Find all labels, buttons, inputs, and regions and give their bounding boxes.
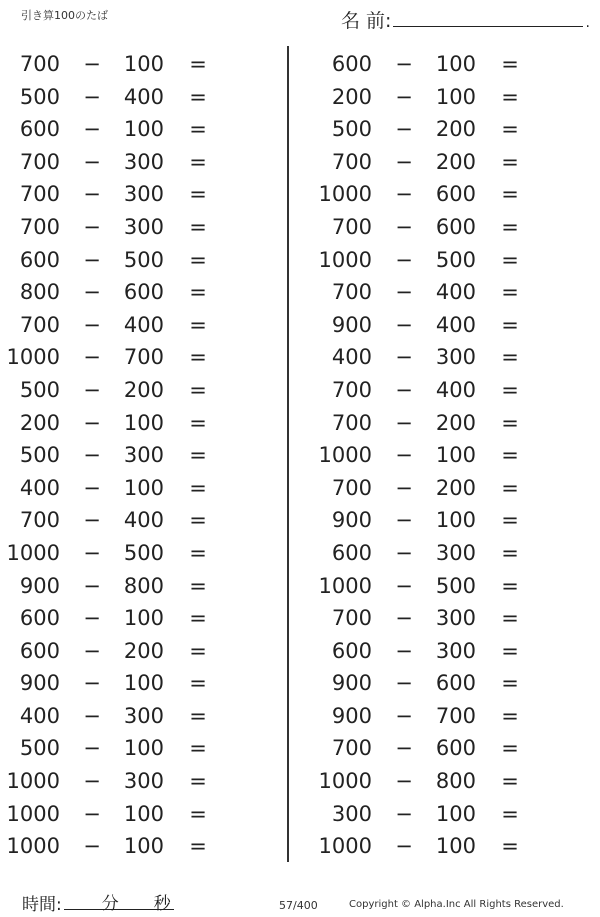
time-label: 時間: — [22, 895, 62, 915]
subtrahend: 200 — [435, 117, 476, 142]
problem-row — [0, 602, 290, 635]
problem-row — [310, 276, 600, 309]
minuend: 600 — [19, 638, 60, 663]
minus-sign: − — [83, 182, 101, 207]
subtrahend: 700 — [435, 703, 476, 728]
left-problem-column — [0, 48, 290, 863]
equals-sign: = — [501, 801, 519, 826]
equals-sign: = — [189, 769, 207, 794]
minus-sign: − — [83, 117, 101, 142]
minus-sign: − — [83, 671, 101, 696]
subtrahend: 100 — [123, 117, 164, 142]
minuend: 500 — [331, 117, 372, 142]
equals-sign: = — [189, 312, 207, 337]
subtrahend: 100 — [435, 801, 476, 826]
minus-sign: − — [395, 117, 413, 142]
minus-sign: − — [395, 508, 413, 533]
subtrahend: 300 — [123, 703, 164, 728]
problem-row — [0, 765, 290, 798]
problem-row — [310, 407, 600, 440]
equals-sign: = — [501, 736, 519, 761]
problem-row — [310, 439, 600, 472]
equals-sign: = — [189, 801, 207, 826]
minutes-label: 分 — [101, 894, 119, 914]
subtrahend: 200 — [435, 475, 476, 500]
name-label: 名 前: — [341, 10, 392, 32]
minus-sign: − — [83, 214, 101, 239]
subtrahend: 400 — [435, 280, 476, 305]
problem-row — [0, 732, 290, 765]
subtrahend: 200 — [435, 410, 476, 435]
minus-sign: − — [395, 540, 413, 565]
equals-sign: = — [501, 182, 519, 207]
equals-sign: = — [189, 443, 207, 468]
subtrahend: 700 — [123, 345, 164, 370]
name-end-mark: . — [585, 15, 590, 31]
problem-row — [0, 244, 290, 277]
minuend: 700 — [19, 149, 60, 174]
name-blank[interactable] — [393, 8, 583, 27]
minuend: 1000 — [318, 834, 372, 859]
problem-row — [310, 341, 600, 374]
minus-sign: − — [395, 638, 413, 663]
subtrahend: 600 — [435, 214, 476, 239]
subtrahend: 600 — [123, 280, 164, 305]
subtrahend: 800 — [123, 573, 164, 598]
minus-sign: − — [395, 573, 413, 598]
subtrahend: 200 — [123, 377, 164, 402]
minuend: 800 — [19, 280, 60, 305]
problem-row — [0, 504, 290, 537]
minuend: 700 — [331, 149, 372, 174]
worksheet-title: 引き算100のたば — [21, 9, 108, 22]
problem-row — [310, 570, 600, 603]
problem-row — [0, 667, 290, 700]
equals-sign: = — [501, 769, 519, 794]
problem-row — [310, 113, 600, 146]
subtrahend: 100 — [123, 475, 164, 500]
subtrahend: 300 — [123, 769, 164, 794]
minuend: 200 — [19, 410, 60, 435]
equals-sign: = — [501, 345, 519, 370]
minuend: 1000 — [6, 801, 60, 826]
equals-sign: = — [189, 573, 207, 598]
problem-row — [0, 113, 290, 146]
minuend: 400 — [331, 345, 372, 370]
minuend: 600 — [331, 638, 372, 663]
problem-row — [0, 276, 290, 309]
minuend: 600 — [19, 247, 60, 272]
subtrahend: 300 — [435, 540, 476, 565]
minuend: 300 — [331, 801, 372, 826]
subtrahend: 100 — [435, 443, 476, 468]
minuend: 700 — [19, 182, 60, 207]
minus-sign: − — [83, 280, 101, 305]
minus-sign: − — [395, 345, 413, 370]
problem-row — [310, 732, 600, 765]
problem-row — [310, 602, 600, 635]
problem-row — [0, 178, 290, 211]
problem-row — [0, 700, 290, 733]
equals-sign: = — [501, 443, 519, 468]
minus-sign: − — [395, 475, 413, 500]
subtrahend: 400 — [435, 377, 476, 402]
minuend: 700 — [19, 52, 60, 76]
subtrahend: 100 — [435, 508, 476, 533]
subtrahend: 100 — [123, 52, 164, 76]
equals-sign: = — [189, 117, 207, 142]
minus-sign: − — [395, 182, 413, 207]
problem-row — [310, 830, 600, 863]
problem-row — [0, 537, 290, 570]
equals-sign: = — [501, 149, 519, 174]
equals-sign: = — [501, 214, 519, 239]
subtrahend: 500 — [123, 540, 164, 565]
minus-sign: − — [395, 801, 413, 826]
equals-sign: = — [501, 52, 519, 76]
minus-sign: − — [395, 214, 413, 239]
minuend: 400 — [19, 475, 60, 500]
problem-row — [310, 146, 600, 179]
minuend: 700 — [331, 377, 372, 402]
subtrahend: 100 — [123, 736, 164, 761]
equals-sign: = — [501, 573, 519, 598]
minus-sign: − — [395, 443, 413, 468]
minuend: 1000 — [6, 834, 60, 859]
minus-sign: − — [83, 149, 101, 174]
problem-row — [310, 48, 600, 81]
minus-sign: − — [83, 345, 101, 370]
minus-sign: − — [395, 606, 413, 631]
minus-sign: − — [83, 834, 101, 859]
minus-sign: − — [83, 52, 101, 76]
subtrahend: 100 — [123, 801, 164, 826]
equals-sign: = — [501, 638, 519, 663]
equals-sign: = — [189, 182, 207, 207]
equals-sign: = — [501, 377, 519, 402]
problem-row — [310, 309, 600, 342]
problem-row — [0, 798, 290, 831]
minuend: 600 — [19, 117, 60, 142]
problem-row — [0, 439, 290, 472]
minuend: 700 — [331, 606, 372, 631]
problem-row — [310, 667, 600, 700]
problem-row — [310, 635, 600, 668]
minus-sign: − — [395, 247, 413, 272]
equals-sign: = — [189, 475, 207, 500]
minuend: 700 — [19, 312, 60, 337]
problem-row — [0, 341, 290, 374]
problem-row — [0, 635, 290, 668]
minuend: 400 — [19, 703, 60, 728]
equals-sign: = — [501, 410, 519, 435]
equals-sign: = — [189, 149, 207, 174]
minus-sign: − — [83, 606, 101, 631]
problem-row — [310, 537, 600, 570]
minuend: 1000 — [6, 540, 60, 565]
equals-sign: = — [501, 606, 519, 631]
subtrahend: 500 — [435, 573, 476, 598]
time-blank[interactable] — [64, 889, 174, 914]
minus-sign: − — [395, 84, 413, 109]
subtrahend: 100 — [435, 52, 476, 76]
equals-sign: = — [189, 736, 207, 761]
subtrahend: 300 — [435, 345, 476, 370]
equals-sign: = — [189, 84, 207, 109]
minus-sign: − — [83, 247, 101, 272]
seconds-label: 秒 — [153, 894, 171, 914]
equals-sign: = — [189, 540, 207, 565]
subtrahend: 600 — [435, 182, 476, 207]
name-field[interactable] — [341, 6, 590, 33]
problem-row — [0, 146, 290, 179]
equals-sign: = — [501, 475, 519, 500]
minus-sign: − — [83, 801, 101, 826]
subtrahend: 100 — [435, 84, 476, 109]
subtrahend: 300 — [123, 214, 164, 239]
minus-sign: − — [83, 377, 101, 402]
equals-sign: = — [189, 703, 207, 728]
minus-sign: − — [395, 312, 413, 337]
minuend: 700 — [331, 280, 372, 305]
subtrahend: 500 — [435, 247, 476, 272]
problem-row — [310, 178, 600, 211]
subtrahend: 400 — [123, 84, 164, 109]
minus-sign: − — [395, 703, 413, 728]
minuend: 900 — [331, 703, 372, 728]
subtrahend: 500 — [123, 247, 164, 272]
problem-row — [310, 700, 600, 733]
equals-sign: = — [189, 52, 207, 76]
subtrahend: 400 — [435, 312, 476, 337]
equals-sign: = — [501, 247, 519, 272]
minuend: 700 — [331, 410, 372, 435]
problem-row — [310, 244, 600, 277]
equals-sign: = — [189, 508, 207, 533]
problem-row — [0, 830, 290, 863]
minus-sign: − — [395, 671, 413, 696]
minuend: 500 — [19, 84, 60, 109]
equals-sign: = — [501, 117, 519, 142]
problem-row — [310, 798, 600, 831]
minus-sign: − — [83, 84, 101, 109]
equals-sign: = — [501, 280, 519, 305]
equals-sign: = — [189, 345, 207, 370]
minus-sign: − — [395, 377, 413, 402]
minus-sign: − — [395, 736, 413, 761]
subtrahend: 100 — [123, 671, 164, 696]
minuend: 600 — [19, 606, 60, 631]
subtrahend: 600 — [435, 736, 476, 761]
minuend: 900 — [331, 508, 372, 533]
minuend: 700 — [19, 214, 60, 239]
subtrahend: 300 — [435, 606, 476, 631]
equals-sign: = — [189, 377, 207, 402]
problem-row — [310, 211, 600, 244]
minuend: 1000 — [6, 769, 60, 794]
subtrahend: 400 — [123, 508, 164, 533]
subtrahend: 200 — [435, 149, 476, 174]
minus-sign: − — [395, 410, 413, 435]
problem-row — [0, 570, 290, 603]
time-field[interactable] — [22, 889, 174, 915]
subtrahend: 300 — [123, 149, 164, 174]
minuend: 1000 — [6, 345, 60, 370]
minus-sign: − — [83, 410, 101, 435]
subtrahend: 300 — [123, 182, 164, 207]
problem-row — [310, 765, 600, 798]
equals-sign: = — [501, 312, 519, 337]
subtrahend: 600 — [435, 671, 476, 696]
minus-sign: − — [83, 475, 101, 500]
equals-sign: = — [189, 410, 207, 435]
equals-sign: = — [501, 508, 519, 533]
equals-sign: = — [501, 540, 519, 565]
problem-row — [0, 374, 290, 407]
subtrahend: 200 — [123, 638, 164, 663]
minuend: 1000 — [318, 573, 372, 598]
subtrahend: 100 — [435, 834, 476, 859]
page-number: 57/400 — [279, 899, 318, 912]
subtrahend: 100 — [123, 834, 164, 859]
subtrahend: 800 — [435, 769, 476, 794]
problem-row — [310, 504, 600, 537]
minuend: 700 — [331, 736, 372, 761]
problem-row — [0, 81, 290, 114]
equals-sign: = — [189, 638, 207, 663]
minuend: 1000 — [318, 769, 372, 794]
minus-sign: − — [83, 703, 101, 728]
minus-sign: − — [83, 312, 101, 337]
minuend: 900 — [331, 312, 372, 337]
minus-sign: − — [83, 443, 101, 468]
equals-sign: = — [501, 834, 519, 859]
problem-row — [0, 472, 290, 505]
equals-sign: = — [189, 606, 207, 631]
minuend: 900 — [19, 573, 60, 598]
subtrahend: 400 — [123, 312, 164, 337]
minus-sign: − — [83, 508, 101, 533]
minus-sign: − — [83, 736, 101, 761]
subtrahend: 300 — [435, 638, 476, 663]
equals-sign: = — [189, 671, 207, 696]
minuend: 600 — [331, 540, 372, 565]
equals-sign: = — [189, 280, 207, 305]
minus-sign: − — [83, 573, 101, 598]
problem-row — [310, 472, 600, 505]
subtrahend: 300 — [123, 443, 164, 468]
copyright-notice: Copyright © Alpha.Inc All Rights Reserved. — [349, 899, 564, 910]
problem-row — [0, 211, 290, 244]
minus-sign: − — [395, 769, 413, 794]
subtrahend: 100 — [123, 410, 164, 435]
minus-sign: − — [395, 834, 413, 859]
equals-sign: = — [501, 84, 519, 109]
equals-sign: = — [189, 834, 207, 859]
minuend: 1000 — [318, 443, 372, 468]
minus-sign: − — [395, 52, 413, 76]
problem-row — [0, 309, 290, 342]
right-problem-column — [310, 48, 600, 863]
problem-row — [310, 374, 600, 407]
minuend: 900 — [331, 671, 372, 696]
minuend: 600 — [331, 52, 372, 76]
equals-sign: = — [189, 247, 207, 272]
minuend: 500 — [19, 377, 60, 402]
minuend: 200 — [331, 84, 372, 109]
minuend: 1000 — [318, 247, 372, 272]
minus-sign: − — [83, 769, 101, 794]
minus-sign: − — [395, 280, 413, 305]
subtrahend: 100 — [123, 606, 164, 631]
problem-row — [0, 48, 290, 81]
minuend: 500 — [19, 736, 60, 761]
minuend: 700 — [331, 475, 372, 500]
minus-sign: − — [83, 540, 101, 565]
problem-row — [310, 81, 600, 114]
minus-sign: − — [395, 149, 413, 174]
minuend: 900 — [19, 671, 60, 696]
equals-sign: = — [189, 214, 207, 239]
equals-sign: = — [501, 671, 519, 696]
minuend: 500 — [19, 443, 60, 468]
minuend: 1000 — [318, 182, 372, 207]
minus-sign: − — [83, 638, 101, 663]
minuend: 700 — [331, 214, 372, 239]
equals-sign: = — [501, 703, 519, 728]
problem-row — [0, 407, 290, 440]
minuend: 700 — [19, 508, 60, 533]
